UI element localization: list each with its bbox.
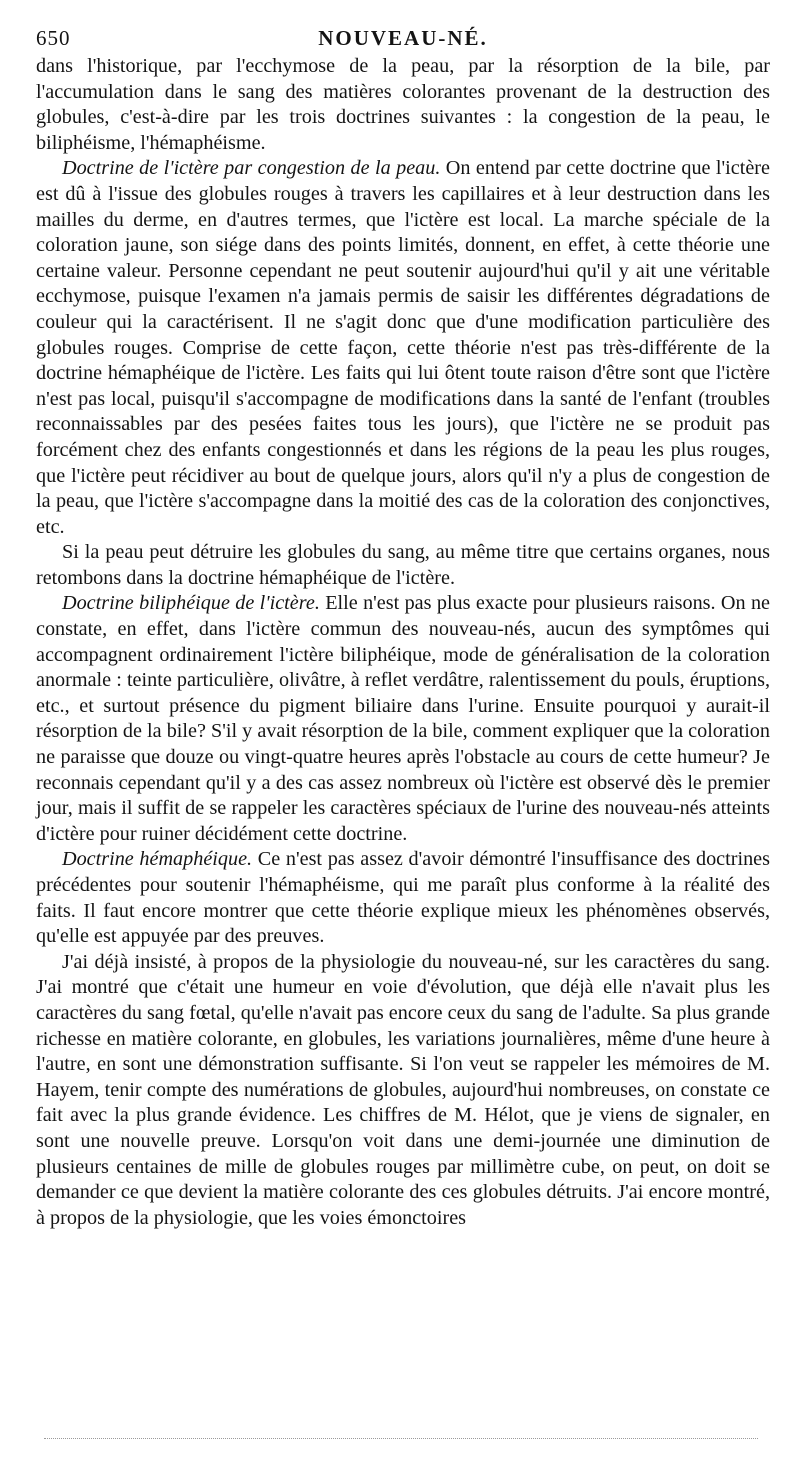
- paragraph-4: [36, 591, 770, 847]
- section-heading-hémaphéique: Doctrine hémaphéique.: [62, 848, 253, 871]
- paragraph-3: [36, 540, 770, 591]
- paragraph-text: Elle n'est pas plus exacte pour plusieurs raisons. On ne constate, en effet, dans l'ictère commun des nouveau-nés, aucun des symptômes qui accompagnent ordinairement l'ictère biliphéique, mode de généralisation de la coloration anormale : teinte particulière, olivâtre, à reflet verdâtre, ralentissement du pouls, éruptions, etc., et surtout présence du pigment biliaire dans l'urine. Ensuite pourquoi y aurait-il résorption de la bile? S'il y avait résorption de la bile, comment expliquer que la coloration ne paraisse que douze ou vingt-quatre heures après l'obstacle au cours de cette humeur? Je reconnais cependant qu'il y a des cas assez nombreux où l'ictère est observé dès le premier jour, mais il suffit de se rappeler les caractères spéciaux de l'urine des nouveau-nés atteints d'ictère pour ruiner décidément cette doctrine.: [36, 592, 770, 845]
- footer-rule: [44, 1438, 758, 1439]
- paragraph-text: J'ai déjà insisté, à propos de la physiologie du nouveau-né, sur les caractères du sang. J'ai montré que c'était une humeur en voie d'évolution, que déjà elle n'avait plus les caractères du sang fœtal, qu'elle n'avait pas encore ceux du sang de l'adulte. Sa plus grande richesse en matière colorante, en globules, les variations journalières, même d'une heure à l'autre, en sont une démonstration suffisante. Si l'on veut se rappeler les mémoires de M. Hayem, tenir compte des numérations de globules, aujourd'hui nombreuses, on constate ce fait avec la plus grande évidence. Les chiffres de M. Hélot, que je viens de signaler, en sont une nouvelle preuve. Lorsqu'on voit dans une demi-journée une diminution de plusieurs centaines de mille de globules rouges par millimètre cube, on peut, on doit se demander ce que devient la matière colorante des ces globules détruits. J'ai encore montré, à propos de la physiologie, que les voies émonctoires: [36, 950, 770, 1229]
- section-heading-congestion: Doctrine de l'ictère par congestion de la peau.: [62, 157, 441, 180]
- section-heading-biliphéique: Doctrine biliphéique de l'ictère.: [62, 592, 320, 615]
- paragraph-2: [36, 156, 770, 540]
- paragraph-text: dans l'historique, par l'ecchymose de la peau, par la résorption de la bile, par l'accumulation dans le sang des matières colorantes provenant de la destruction des globules, c'est-à-dire par les trois doctrines suivantes : la congestion de la peau, le biliphéisme, l'hémaphéisme.: [36, 55, 770, 154]
- paragraph-6: [36, 950, 770, 1232]
- paragraph-5: [36, 847, 770, 949]
- paragraph-text: Ce n'est pas assez d'avoir démontré l'insuffisance des doctrines précédentes pour soutenir l'hémaphéisme, qui me paraît plus conforme à la réalité des faits. Il faut encore montrer que cette théorie explique mieux les phénomènes observés, qu'elle est appuyée par des preuves.: [36, 848, 770, 948]
- body-text: [36, 54, 770, 1231]
- paragraph-1: [36, 54, 770, 156]
- paragraph-text: Si la peau peut détruire les globules du sang, au même titre que certains organes, nous retombons dans la doctrine hémaphéique de l'ictère.: [36, 541, 770, 589]
- page-number: 650: [36, 26, 71, 50]
- running-head: [36, 22, 770, 54]
- paragraph-text: On entend par cette doctrine que l'ictère est dû à l'issue des globules rouges à travers les capillaires et à leur destruction dans les mailles du derme, en d'autres termes, que l'ictère est local. La marche spéciale de la coloration jaune, son siége dans des points limités, donnent, en effet, à cette théorie une certaine valeur. Personne cependant ne peut soutenir aujourd'hui qu'il y ait une véritable ecchymose, puisque l'examen n'a jamais permis de saisir les différentes dégradations de couleur qui la caractérisent. Il ne s'agit donc que d'une modification particulière des globules rouges. Comprise de cette façon, cette théorie n'est pas très-différente de la doctrine hémaphéique de l'ictère. Les faits qui lui ôtent toute raison d'être sont que l'ictère n'est pas local, puisqu'il s'accompagne de modifications dans la santé de l'enfant (troubles reconnaissables par des pesées faites tous les jours), que l'ictère ne se produit pas forcément chez des enfants congestionnés et dans les régions de la peau les plus rouges, que l'ictère peut récidiver au bout de quelque jours, alors qu'il n'y a plus de congestion de la peau, que l'ictère s'accompagne dans la moitié des cas de la coloration des conjonctives, etc.: [36, 157, 770, 538]
- running-title: NOUVEAU-NÉ.: [318, 26, 488, 50]
